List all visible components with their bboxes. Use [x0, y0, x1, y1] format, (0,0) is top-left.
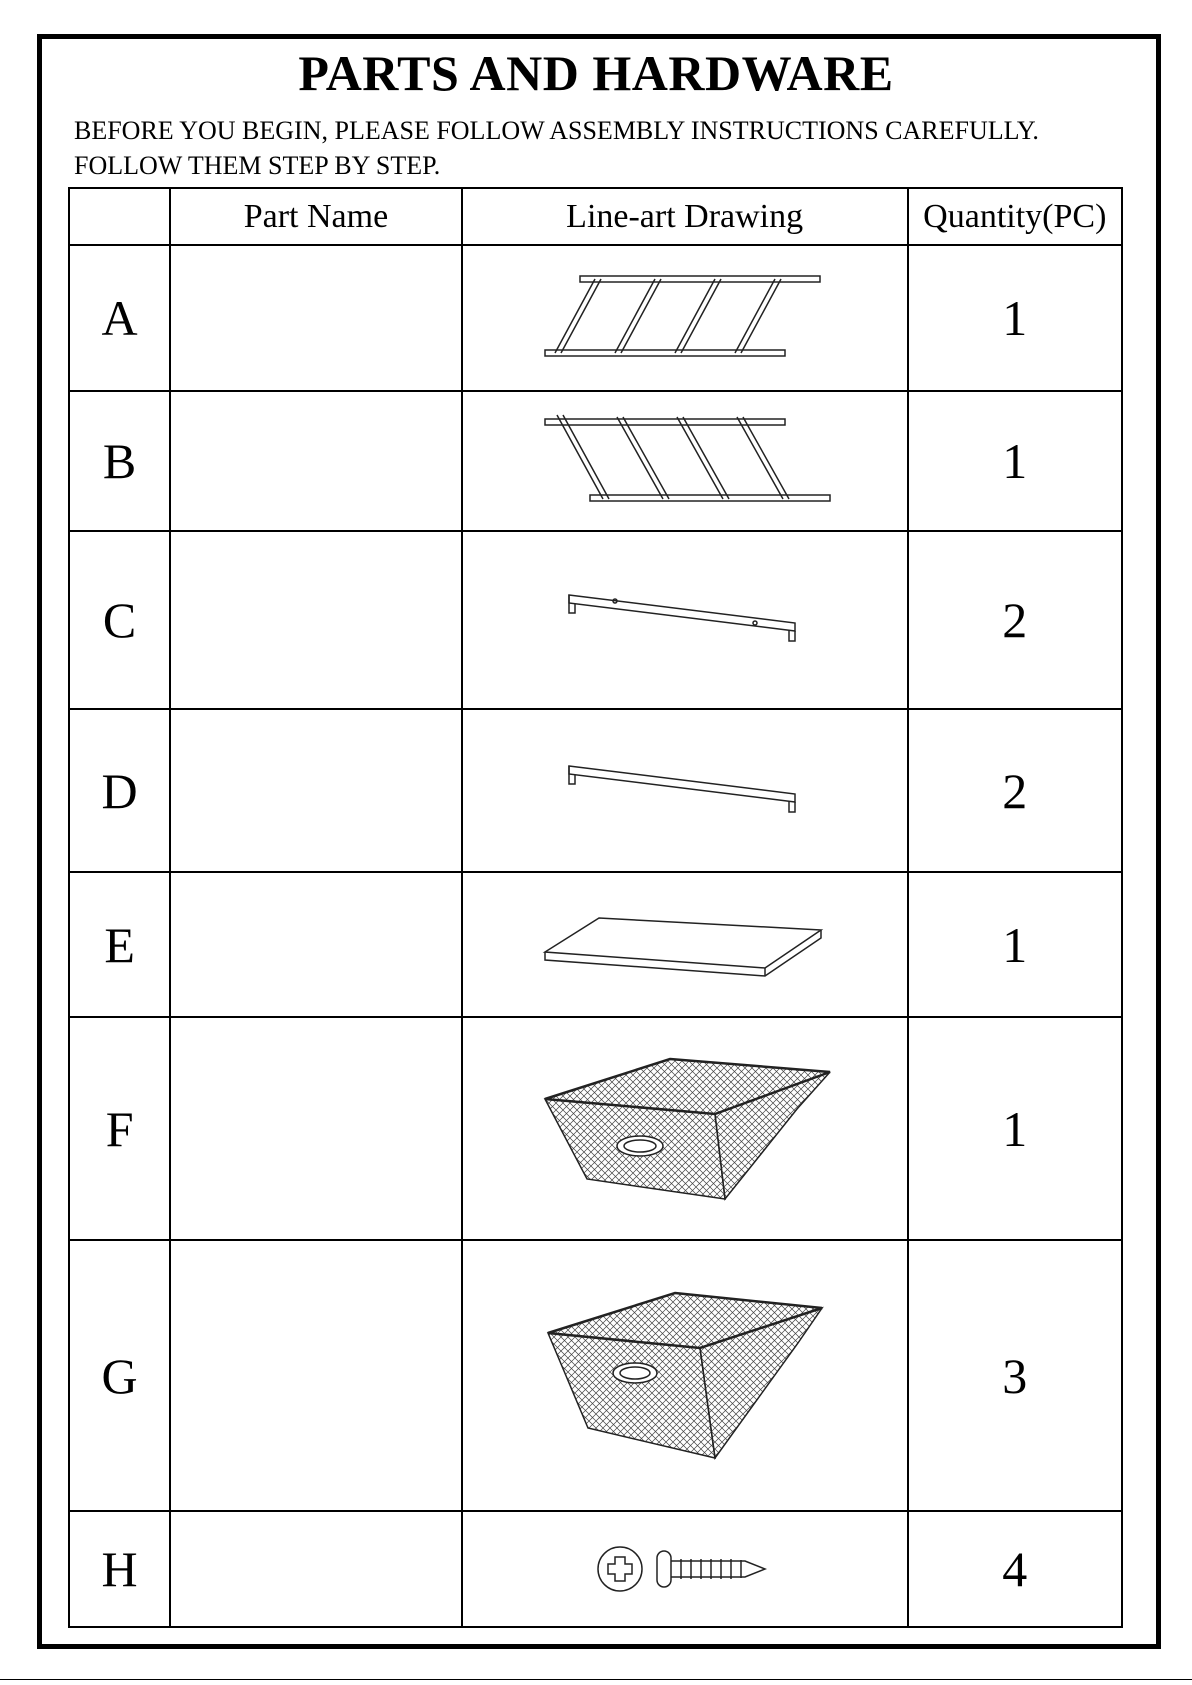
table-row — [69, 391, 1122, 531]
row-part-name — [170, 531, 462, 709]
bottom-divider — [0, 1679, 1192, 1680]
table-header-row — [69, 188, 1122, 245]
row-drawing — [462, 1017, 908, 1240]
row-part-name — [170, 245, 462, 391]
table-row — [69, 1240, 1122, 1511]
row-drawing — [462, 531, 908, 709]
page-title: PARTS AND HARDWARE — [298, 45, 894, 101]
row-letter: B — [69, 391, 170, 531]
row-part-name — [170, 1240, 462, 1511]
header-part-name: Part Name — [170, 188, 462, 245]
screw-icon — [595, 1539, 775, 1599]
row-part-name — [170, 1017, 462, 1240]
row-quantity: 1 — [908, 1017, 1122, 1240]
row-quantity: 3 — [908, 1240, 1122, 1511]
row-letter: C — [69, 531, 170, 709]
header-drawing: Line-art Drawing — [462, 188, 908, 245]
intro-line-1: BEFORE YOU BEGIN, PLEASE FOLLOW ASSEMBLY INSTRUCTIONS CAREFULLY. — [74, 116, 1039, 145]
row-quantity: 2 — [908, 531, 1122, 709]
row-part-name — [170, 709, 462, 872]
row-quantity: 4 — [908, 1511, 1122, 1627]
row-letter: G — [69, 1240, 170, 1511]
row-quantity: 1 — [908, 872, 1122, 1017]
row-drawing — [462, 1511, 908, 1627]
table-row — [69, 245, 1122, 391]
rail-with-holes-icon — [555, 585, 815, 655]
row-quantity: 2 — [908, 709, 1122, 872]
intro-text — [74, 113, 1039, 183]
row-quantity: 1 — [908, 391, 1122, 531]
parts-table — [68, 187, 1123, 1628]
row-letter: D — [69, 709, 170, 872]
row-part-name — [170, 391, 462, 531]
table-row — [69, 1017, 1122, 1240]
row-letter: F — [69, 1017, 170, 1240]
mesh-basket-large-icon — [535, 1054, 835, 1204]
table-row — [69, 531, 1122, 709]
row-drawing — [462, 245, 908, 391]
table-row — [69, 1511, 1122, 1627]
row-drawing — [462, 391, 908, 531]
row-part-name — [170, 872, 462, 1017]
row-drawing — [462, 709, 908, 872]
row-quantity: 1 — [908, 245, 1122, 391]
ladder-frame-b-icon — [535, 411, 835, 511]
shelf-board-icon — [535, 910, 835, 980]
row-letter: H — [69, 1511, 170, 1627]
row-letter: A — [69, 245, 170, 391]
row-drawing — [462, 1240, 908, 1511]
table-row — [69, 709, 1122, 872]
row-letter: E — [69, 872, 170, 1017]
row-drawing — [462, 872, 908, 1017]
ladder-frame-a-icon — [535, 268, 835, 368]
header-letter — [69, 188, 170, 245]
row-part-name — [170, 1511, 462, 1627]
mesh-basket-icon — [540, 1288, 830, 1463]
table-row — [69, 872, 1122, 1017]
header-quantity: Quantity(PC) — [908, 188, 1122, 245]
rail-plain-icon — [555, 756, 815, 826]
intro-line-2: FOLLOW THEM STEP BY STEP. — [74, 151, 441, 180]
